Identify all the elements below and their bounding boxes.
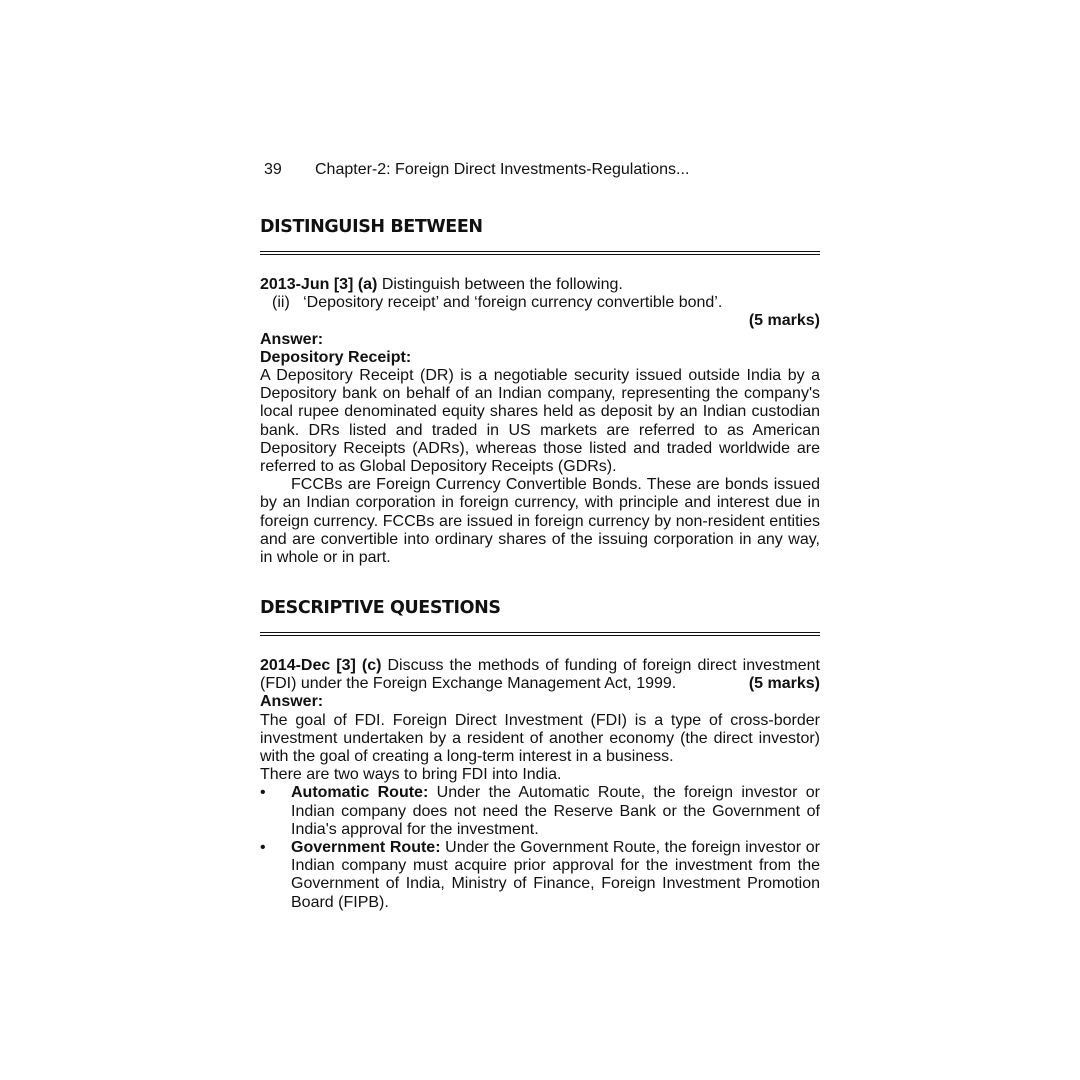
list-item [260,839,820,912]
list-item [260,784,820,839]
answer-label: Answer: [260,330,324,348]
distinguish-question-block [260,276,820,567]
descriptive-question-block [260,657,820,912]
question-text: Discuss the methods of funding of foreign direct investment (FDI) under the Foreign Exchange Management Act, 1999. [260,657,821,693]
fdi-goal-paragraph: The goal of FDI. Foreign Direct Investment (FDI) is a type of cross-border investment undertaken by a resident of another economy (the direct investor) with the goal of creating a long-term interest in a business. [260,711,820,766]
fdi-ways-line: There are two ways to bring FDI into India. [260,766,562,784]
depository-receipt-heading: Depository Receipt: [260,348,412,366]
chapter-title: Chapter-2: Foreign Direct Investments-Regulations... [315,161,690,178]
route-text: Under the Government Route, the foreign investor or Indian company must acquire prior approval for the investment from the Government of India, Ministry of Finance, Foreign Investment Promotion Board (FIPB). [291,839,820,911]
marks-label: (5 marks) [748,675,820,693]
page-number: 39 [264,161,282,178]
bullet-icon: • [260,839,266,857]
fccb-paragraph: FCCBs are Foreign Currency Convertible Bonds. These are bonds issued by an Indian corporation in foreign currency, with principle and interest due in foreign currency. FCCBs are issued in foreign currency by non-resident entities and are convertible into ordinary shares of the issuing corporation in any way, in whole or in part. [260,476,820,567]
question-line [260,276,820,294]
bullet-icon: • [260,784,266,802]
section-heading-descriptive: DESCRIPTIVE QUESTIONS [260,598,501,618]
sub-question-label: (ii) [272,294,290,312]
question-line [260,657,820,693]
running-header [264,161,689,179]
section-heading-distinguish: DISTINGUISH BETWEEN [260,217,483,237]
question-reference: 2014-Dec [3] (c) [260,657,382,674]
section-divider [260,251,820,255]
route-text: Under the Automatic Route, the foreign investor or Indian company does not need the Reserve Bank or the Government of India's approval for the investment. [291,784,821,838]
question-reference: 2013-Jun [3] (a) [260,276,378,293]
answer-label: Answer: [260,693,324,711]
marks-label: (5 marks) [748,312,820,330]
sub-question-text: ‘Depository receipt’ and ‘foreign currency convertible bond’. [303,294,723,312]
depository-receipt-paragraph: A Depository Receipt (DR) is a negotiable security issued outside India by a Depository bank on behalf of an Indian company, representing the company's local rupee denominated equity shares held as deposit by an Indian custodian bank. DRs listed and traded in US markets are referred to as American Depository Receipts (ADRs), whereas those listed and traded worldwide are referred to as Global Depository Receipts (GDRs). [260,367,820,476]
route-title: Government Route: [291,839,441,857]
section-divider [260,632,820,636]
route-title: Automatic Route: [291,784,429,802]
question-text: Distinguish between the following. [377,276,623,293]
sub-question [260,294,820,312]
